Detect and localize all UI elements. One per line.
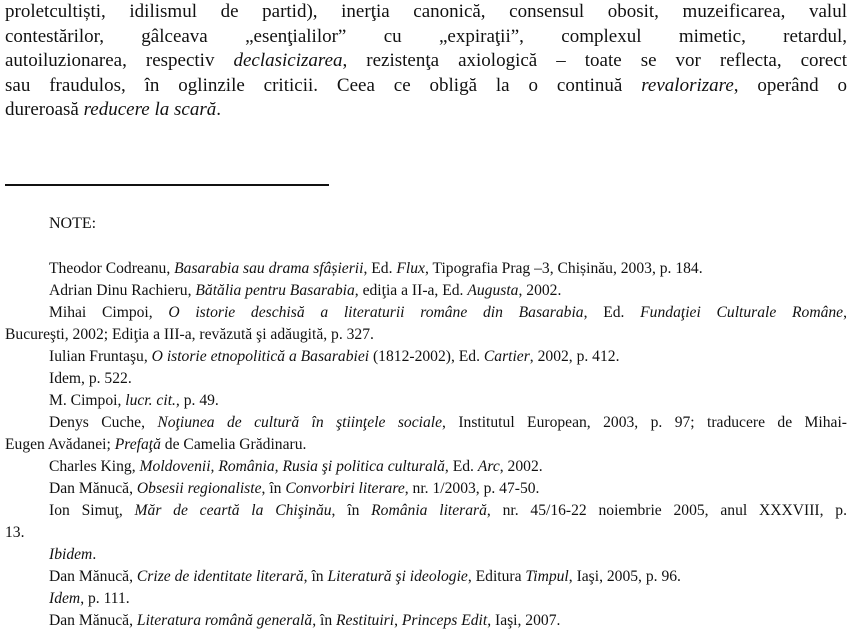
italic-title: Convorbiri literare bbox=[285, 480, 405, 497]
text-run: . bbox=[92, 546, 97, 563]
text-run: , nr. 45/16-22 noiembrie 2005, anul XXXVIII, p. bbox=[486, 502, 848, 519]
text-run: M. Cimpoi, bbox=[49, 392, 126, 409]
italic-title: Princeps Edit bbox=[401, 612, 488, 629]
footnote-item bbox=[5, 302, 847, 346]
body-line bbox=[5, 0, 847, 25]
text-run: , bbox=[843, 304, 847, 321]
italic-title: Idem bbox=[49, 590, 81, 607]
footnote-item bbox=[5, 544, 847, 566]
italic-title: Literatură şi ideologie bbox=[327, 568, 468, 585]
italic-title: Obsesii regionaliste bbox=[136, 480, 262, 497]
text-run: , bbox=[394, 612, 402, 629]
italic-title: Moldovenii, România, Rusia şi politica culturală bbox=[139, 458, 445, 475]
italic-title: Bătălia pentru Basarabia bbox=[195, 282, 355, 299]
body-line bbox=[5, 25, 847, 50]
footnote-item bbox=[5, 588, 847, 610]
text-run: de Camelia Grădinaru. bbox=[160, 436, 307, 453]
footnote-continuation bbox=[5, 434, 847, 456]
text-run: , rezistenţa axiologică – toate se vor reflecta, corect bbox=[342, 50, 847, 72]
text-run: Adrian Dinu Rachieru, bbox=[49, 282, 196, 299]
text-run: autoiluzionarea, respectiv bbox=[5, 50, 234, 72]
text-run: Dan Mănucă, bbox=[49, 568, 137, 585]
italic-title: Crize de identitate literară bbox=[136, 568, 304, 585]
footnote-item bbox=[5, 566, 847, 588]
italic-title: Prefaţă bbox=[114, 436, 161, 453]
italic-title: Fundaţiei Culturale Române bbox=[640, 304, 844, 321]
text-run: , Tipografia Prag –3, Chișinău, 2003, p. 184. bbox=[424, 260, 703, 277]
text-run: , 2002, p. 412. bbox=[529, 348, 620, 365]
italic-title: România literară bbox=[371, 502, 487, 519]
text-run: Iulian Fruntaşu, bbox=[49, 348, 152, 365]
text-run: , Ed. bbox=[444, 458, 478, 475]
text-run: . bbox=[216, 99, 221, 121]
text-run: dureroasă bbox=[5, 99, 84, 121]
text-run: , Ed. bbox=[583, 304, 641, 321]
footnote-item bbox=[5, 390, 847, 412]
text-run: Ion Simuţ, bbox=[49, 502, 135, 519]
italic-title: Timpul bbox=[525, 568, 569, 585]
footnote-item bbox=[5, 346, 847, 368]
text-run: , ediţia a II-a, Ed. bbox=[354, 282, 468, 299]
text-run: , p. 111. bbox=[80, 590, 130, 607]
footnote-item bbox=[5, 500, 847, 544]
italic-title: lucr. cit., bbox=[125, 392, 180, 409]
text-run: Dan Mănucă, bbox=[49, 480, 137, 497]
italic-title: Noţiunea de cultură în ştiinţele sociale bbox=[157, 414, 443, 431]
text-run: Theodor Codreanu, bbox=[49, 260, 175, 277]
italic-title: Arc bbox=[477, 458, 500, 475]
text-run: , operând o bbox=[733, 74, 847, 96]
text-run: Charles King, bbox=[49, 458, 140, 475]
italic-title: Flux bbox=[396, 260, 425, 277]
text-run: Denys Cuche, bbox=[49, 414, 158, 431]
italic-title: Augusta bbox=[467, 282, 519, 299]
text-run: , Iaşi, 2005, p. 96. bbox=[568, 568, 681, 585]
text-run: p. 49. bbox=[179, 392, 219, 409]
footnote-separator bbox=[5, 184, 329, 186]
text-run: , 2002. bbox=[518, 282, 562, 299]
footnote-item bbox=[5, 610, 847, 632]
text-run: , în bbox=[331, 502, 372, 519]
text-run: , Institutul European, 2003, p. 97; traducere de Mihai- bbox=[442, 414, 847, 431]
footnote-item bbox=[5, 368, 847, 390]
text-run: , 2002. bbox=[499, 458, 543, 475]
italic-title: Măr de ceartă la Chişinău bbox=[134, 502, 332, 519]
italic-term: reducere la scară bbox=[83, 99, 217, 121]
text-run: (1812-2002), Ed. bbox=[369, 348, 484, 365]
footnote-item bbox=[5, 478, 847, 500]
text-run: Idem, p. 522. bbox=[49, 370, 132, 387]
italic-term: revalorizare bbox=[641, 74, 734, 96]
body-line bbox=[5, 98, 847, 123]
footnote-item bbox=[5, 456, 847, 478]
italic-title: O istorie etnopolitică a Basarabiei bbox=[151, 348, 370, 365]
footnote-continuation: Bucureşti, 2002; Ediţia a III-a, revăzută şi adăugită, p. 327. bbox=[5, 326, 374, 343]
text-run: contestărilor, gâlceava „esenţialilor” cu „expiraţii”, complexul mimetic, retardul, bbox=[5, 25, 847, 47]
italic-title: O istorie deschisă a literaturii române din Basarabia bbox=[168, 304, 584, 321]
text-run: Dan Mănucă, bbox=[49, 612, 137, 629]
text-run: , Editura bbox=[467, 568, 526, 585]
text-run: sau fraudulos, în oglinzile criticii. Ceea ce obligă la o continuă bbox=[5, 74, 642, 96]
italic-term: declasicizarea bbox=[233, 50, 343, 72]
italic-title: Literatura română generală bbox=[136, 612, 313, 629]
italic-title: Restituiri bbox=[336, 612, 395, 629]
body-paragraph bbox=[5, 0, 847, 123]
text-run: , nr. 1/2003, p. 47-50. bbox=[404, 480, 540, 497]
body-line bbox=[5, 49, 847, 74]
footnote-continuation: 13. bbox=[5, 524, 25, 541]
text-run: , în bbox=[312, 612, 337, 629]
footnote-item bbox=[5, 412, 847, 456]
italic-title: Cartier bbox=[483, 348, 530, 365]
text-run: Eugen Avădanei; bbox=[5, 436, 115, 453]
italic-title: Basarabia sau drama sfâșierii bbox=[174, 260, 364, 277]
notes-heading: NOTE: bbox=[49, 215, 97, 232]
body-line bbox=[5, 74, 847, 99]
text-run: Mihai Cimpoi, bbox=[49, 304, 169, 321]
text-run: proletcultiști, idilismul de partid), inerţia canonică, consensul obosit, muzeificarea, valul bbox=[5, 1, 847, 22]
text-run: , Ed. bbox=[363, 260, 397, 277]
footnote-item bbox=[5, 258, 847, 280]
text-run: , Iaşi, 2007. bbox=[487, 612, 561, 629]
text-run: , în bbox=[303, 568, 328, 585]
footnote-item bbox=[5, 280, 847, 302]
italic-title: Ibidem bbox=[49, 546, 93, 563]
text-run: , în bbox=[261, 480, 286, 497]
